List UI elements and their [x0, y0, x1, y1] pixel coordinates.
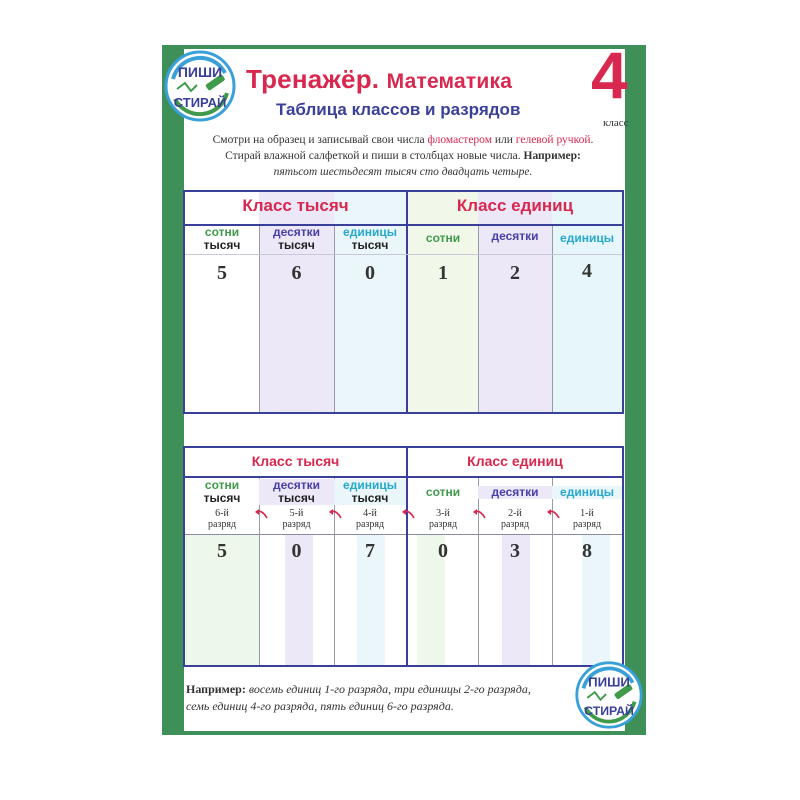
- col-hundreds-thousands: [185, 226, 259, 252]
- col-units: [552, 486, 622, 499]
- curved-arrow-icon: [472, 508, 486, 520]
- title-sub: Математика: [386, 70, 513, 93]
- rank-number: 3-й: [436, 508, 450, 519]
- page-subtitle: Таблица классов и разрядов: [276, 100, 521, 119]
- class-units-heading: Класс единиц: [456, 196, 574, 215]
- colhead-bottom: тысяч: [203, 238, 241, 252]
- grade-word: класс: [603, 117, 629, 129]
- instructions: [183, 132, 623, 180]
- colhead-top: сотни: [425, 485, 461, 499]
- title-main: Тренажёр.: [246, 64, 380, 94]
- rank-word: разряд: [572, 519, 602, 530]
- logo-text-write: ПИШИ: [177, 64, 223, 80]
- curved-arrow-icon: [328, 508, 342, 520]
- frame-left: [163, 46, 184, 734]
- class-thousands-heading: Класс тысяч: [251, 453, 340, 469]
- rank-word: разряд: [428, 519, 458, 530]
- class-thousands-heading: Класс тысяч: [242, 196, 349, 215]
- instr-gel-pen: гелевой ручкой: [515, 134, 591, 146]
- rank-word: разряд: [355, 519, 385, 530]
- colhead-top: единицы: [343, 225, 397, 239]
- logo-text-erase: СТИРАЙ: [173, 95, 227, 110]
- instr-or: или: [491, 134, 516, 146]
- digit-cell[interactable]: 6: [291, 262, 302, 284]
- digit-cell[interactable]: 2: [510, 262, 520, 284]
- footnote-label: Например:: [186, 682, 246, 696]
- digit-cell[interactable]: 4: [582, 260, 592, 282]
- colhead-top: единицы: [560, 485, 614, 499]
- colhead-top: единицы: [343, 478, 397, 492]
- logo-text-erase: СТИРАЙ: [584, 703, 634, 718]
- colhead-divider: [185, 254, 622, 255]
- instr-part2: Стирай влажной салфеткой и пиши в столбцах новые числа.: [225, 150, 524, 162]
- rank-label-3: [408, 508, 478, 530]
- page-title: [246, 64, 586, 95]
- rank-number: 5-й: [289, 508, 304, 519]
- colhead-bottom: тысяч: [351, 238, 389, 252]
- digit-cell[interactable]: 5: [217, 262, 227, 284]
- colhead-top: сотни: [425, 231, 461, 245]
- frame-bottom: [163, 731, 645, 734]
- rank-number: 6-й: [215, 508, 229, 519]
- class-units-heading: Класс единиц: [467, 453, 563, 469]
- write-erase-logo-bottom: [574, 660, 644, 730]
- logo-text-write: ПИШИ: [588, 674, 630, 690]
- footnote-line2: семь единиц 4-го разряда, пять единиц 6-го разряда.: [186, 699, 454, 713]
- colhead-bottom: тысяч: [203, 491, 241, 505]
- col-units: [552, 232, 622, 245]
- class-separator: [406, 192, 408, 412]
- rank-word: разряд: [282, 519, 311, 530]
- example-footnote: [186, 681, 586, 715]
- digit-cell[interactable]: 0: [365, 262, 375, 284]
- colhead-bottom: тысяч: [278, 238, 315, 252]
- col-hundreds: [408, 486, 478, 499]
- classes-table-1: [183, 190, 624, 414]
- write-erase-logo-top: [163, 49, 237, 123]
- rank-divider: [185, 534, 622, 535]
- instr-marker: фломастером: [427, 134, 492, 146]
- col-units-thousands: [334, 226, 406, 252]
- digit-cell[interactable]: 3: [510, 540, 520, 562]
- col-hundreds: [408, 232, 478, 245]
- colhead-bottom: тысяч: [278, 491, 315, 505]
- colhead-top: десятки: [272, 225, 321, 239]
- col-line-3: [478, 478, 479, 665]
- digit-cell[interactable]: 7: [365, 540, 375, 562]
- frame-right: [625, 46, 645, 734]
- rank-number: 2-й: [508, 508, 522, 519]
- instr-example-text: пятьсот шестьдесят тысяч сто двадцать четыре.: [273, 166, 533, 178]
- header-divider: [185, 476, 622, 478]
- rank-label-4: [334, 508, 406, 530]
- rank-word: разряд: [500, 519, 530, 530]
- col-units-thousands: [334, 479, 406, 505]
- colhead-top: десятки: [272, 478, 321, 492]
- curved-arrow-icon: [254, 508, 268, 520]
- col-line-4: [552, 478, 553, 665]
- rank-label-2: [478, 508, 552, 530]
- colhead-top: десятки: [491, 229, 539, 243]
- col-line-2: [334, 478, 335, 665]
- col-tens-thousands: [259, 226, 334, 252]
- rank-number: 1-й: [580, 508, 594, 519]
- digit-cell[interactable]: 5: [217, 540, 227, 562]
- digit-cell[interactable]: 8: [582, 540, 592, 562]
- col-hundreds-thousands: [185, 479, 259, 505]
- instr-example-label: Например:: [523, 150, 581, 162]
- colhead-top: десятки: [491, 485, 539, 499]
- colhead-top: единицы: [560, 231, 614, 245]
- rank-word: разряд: [207, 519, 237, 530]
- colhead-top: сотни: [204, 225, 240, 239]
- col-line-1: [259, 478, 260, 665]
- digit-cell[interactable]: 0: [291, 540, 302, 562]
- digit-cell[interactable]: 0: [438, 540, 448, 562]
- instr-dot: .: [590, 134, 594, 146]
- curved-arrow-icon: [401, 508, 415, 520]
- rank-label-5: [259, 508, 334, 530]
- colhead-top: сотни: [204, 478, 240, 492]
- digit-cell[interactable]: 1: [438, 262, 448, 284]
- instr-part1: Смотри на образец и записывай свои числа: [212, 134, 428, 146]
- colhead-bottom: тысяч: [351, 491, 389, 505]
- footnote-line1: восемь единиц 1-го разряда, три единицы 2-го разряда,: [245, 682, 531, 696]
- col-tens: [478, 230, 552, 243]
- rank-label-6: [185, 508, 259, 530]
- rank-label-1: [552, 508, 622, 530]
- curved-arrow-icon: [546, 508, 560, 520]
- col-tens-thousands: [259, 479, 334, 505]
- grade-number: 4: [591, 38, 628, 112]
- classes-table-2: [183, 446, 624, 667]
- col-tens: [478, 486, 552, 499]
- rank-number: 4-й: [363, 508, 377, 519]
